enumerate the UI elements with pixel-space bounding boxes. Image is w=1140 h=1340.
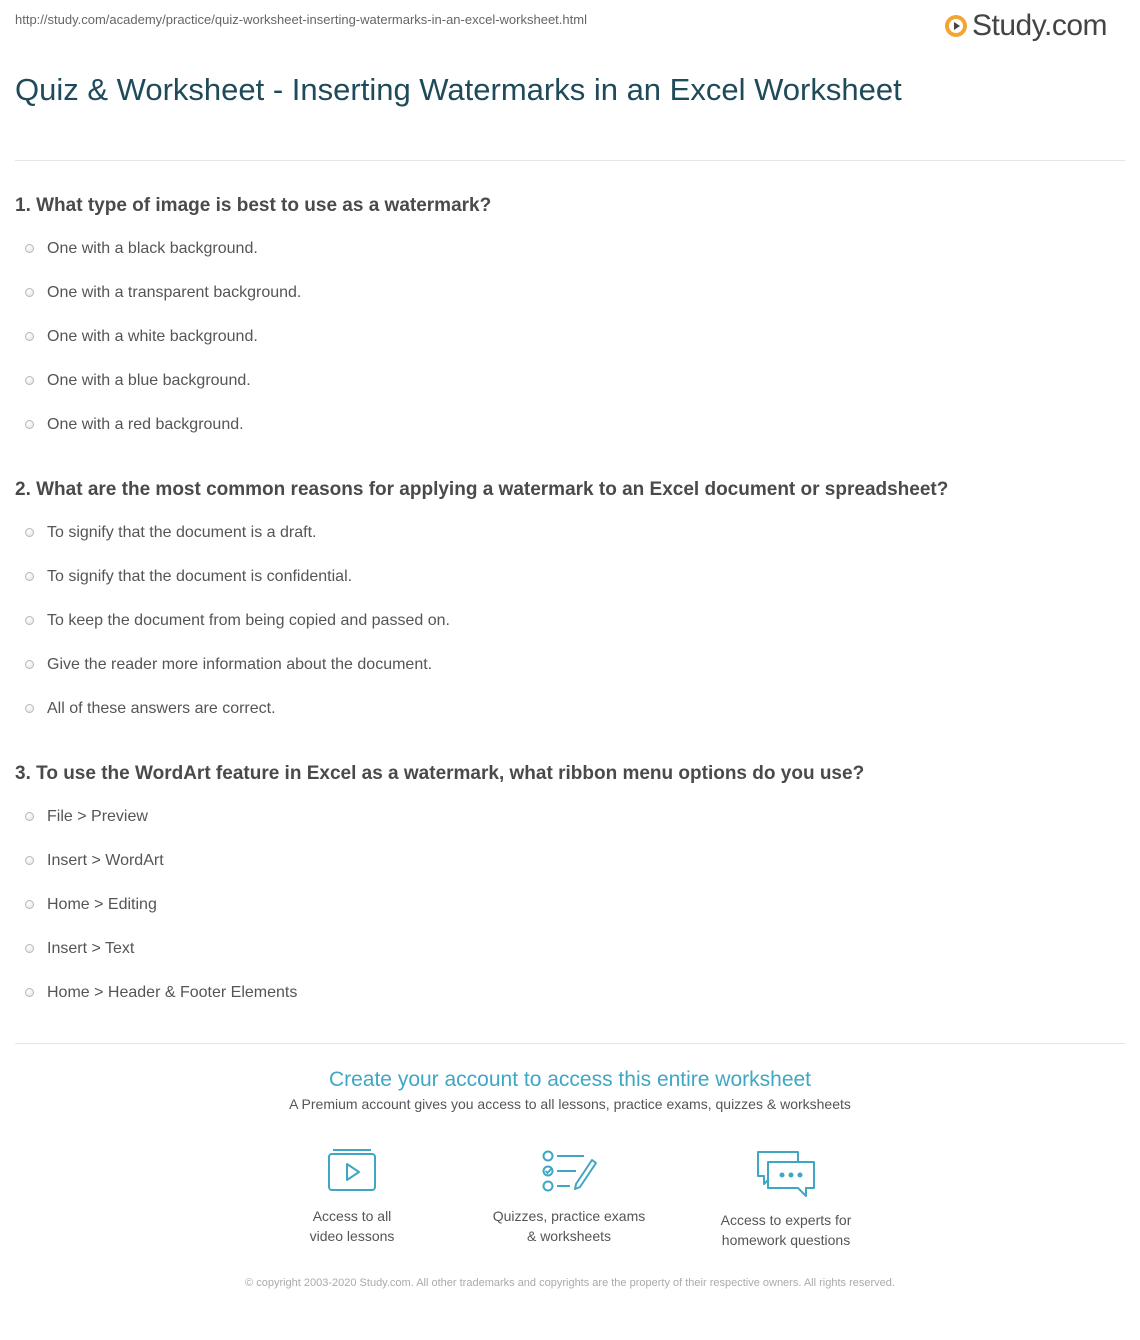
answer-option[interactable] bbox=[15, 271, 1125, 315]
answer-options bbox=[15, 795, 1125, 1015]
radio-button-icon[interactable] bbox=[25, 244, 34, 253]
question-3 bbox=[15, 761, 1125, 1015]
answer-label: Home > Header & Footer Elements bbox=[47, 984, 298, 1001]
answer-label: To signify that the document is a draft. bbox=[47, 524, 317, 541]
title-divider bbox=[15, 160, 1125, 161]
play-circle-icon bbox=[944, 14, 968, 38]
answer-option[interactable] bbox=[15, 599, 1125, 643]
question-title: 3. To use the WordArt feature in Excel as a watermark, what ribbon menu options do you use? bbox=[15, 763, 865, 784]
feature-label-line2: & worksheets bbox=[526, 1228, 612, 1244]
feature-label-line1: Access to experts for bbox=[720, 1212, 852, 1228]
radio-button-icon[interactable] bbox=[25, 420, 34, 429]
logo-text: Study.com bbox=[972, 9, 1107, 42]
question-title: 1. What type of image is best to use as a watermark? bbox=[15, 195, 492, 216]
answer-options bbox=[15, 227, 1125, 447]
radio-button-icon[interactable] bbox=[25, 616, 34, 625]
answer-option[interactable] bbox=[15, 927, 1125, 971]
answer-label: To signify that the document is confidential. bbox=[47, 568, 353, 585]
answer-label: All of these answers are correct. bbox=[47, 700, 276, 717]
radio-button-icon[interactable] bbox=[25, 988, 34, 997]
page-title: Quiz & Worksheet - Inserting Watermarks in an Excel Worksheet bbox=[15, 72, 902, 107]
page-url[interactable]: http://study.com/academy/practice/quiz-worksheet-inserting-watermarks-in-an-excel-worksheet.html bbox=[15, 12, 587, 27]
answer-option[interactable] bbox=[15, 315, 1125, 359]
answer-option[interactable] bbox=[15, 795, 1125, 839]
feature-label-line2: video lessons bbox=[309, 1228, 395, 1244]
copyright-footer: © copyright 2003-2020 Study.com. All other trademarks and copyrights are the property of their respective owners. All rights reserved. bbox=[245, 1277, 895, 1289]
answer-label: To keep the document from being copied and passed on. bbox=[47, 612, 450, 629]
radio-button-icon[interactable] bbox=[25, 660, 34, 669]
answer-option[interactable] bbox=[15, 511, 1125, 555]
feature-label-line2: homework questions bbox=[721, 1232, 851, 1248]
answer-option[interactable] bbox=[15, 687, 1125, 731]
question-1 bbox=[15, 193, 1125, 447]
answer-label: One with a blue background. bbox=[47, 372, 251, 389]
signup-cta bbox=[0, 1066, 1140, 1114]
study-logo[interactable] bbox=[944, 6, 1107, 46]
quiz-checklist-icon bbox=[540, 1148, 598, 1196]
radio-button-icon[interactable] bbox=[25, 528, 34, 537]
create-account-link[interactable]: Create your account to access this entire worksheet bbox=[328, 1068, 812, 1091]
radio-button-icon[interactable] bbox=[25, 332, 34, 341]
radio-button-icon[interactable] bbox=[25, 376, 34, 385]
answer-option[interactable] bbox=[15, 555, 1125, 599]
radio-button-icon[interactable] bbox=[25, 288, 34, 297]
radio-button-icon[interactable] bbox=[25, 900, 34, 909]
answer-option[interactable] bbox=[15, 643, 1125, 687]
video-lesson-icon bbox=[325, 1148, 379, 1196]
feature-label-line1: Quizzes, practice exams bbox=[492, 1208, 646, 1224]
answer-label: File > Preview bbox=[47, 808, 148, 825]
feature-label-line1: Access to all bbox=[312, 1208, 392, 1224]
radio-button-icon[interactable] bbox=[25, 944, 34, 953]
feature-quizzes bbox=[459, 1148, 679, 1246]
question-2 bbox=[15, 477, 1125, 731]
question-title: 2. What are the most common reasons for applying a watermark to an Excel document or spreadsheet? bbox=[15, 479, 949, 500]
answer-options bbox=[15, 511, 1125, 731]
top-bar bbox=[0, 0, 1140, 70]
answer-option[interactable] bbox=[15, 359, 1125, 403]
cta-subtitle: A Premium account gives you access to all lessons, practice exams, quizzes & worksheets bbox=[289, 1096, 851, 1112]
radio-button-icon[interactable] bbox=[25, 572, 34, 581]
answer-option[interactable] bbox=[15, 883, 1125, 927]
answer-option[interactable] bbox=[15, 971, 1125, 1015]
radio-button-icon[interactable] bbox=[25, 704, 34, 713]
answer-label: Give the reader more information about the document. bbox=[47, 656, 433, 673]
answer-label: Insert > Text bbox=[47, 940, 135, 957]
answer-label: One with a black background. bbox=[47, 240, 258, 257]
feature-video-lessons bbox=[242, 1148, 462, 1246]
chat-bubbles-icon bbox=[754, 1148, 818, 1200]
answer-label: Home > Editing bbox=[47, 896, 157, 913]
answer-option[interactable] bbox=[15, 839, 1125, 883]
radio-button-icon[interactable] bbox=[25, 856, 34, 865]
answer-option[interactable] bbox=[15, 227, 1125, 271]
answer-label: One with a transparent background. bbox=[47, 284, 302, 301]
answer-label: Insert > WordArt bbox=[47, 852, 164, 869]
answer-label: One with a red background. bbox=[47, 416, 244, 433]
answer-option[interactable] bbox=[15, 403, 1125, 447]
cta-divider bbox=[15, 1043, 1125, 1044]
feature-experts bbox=[676, 1148, 896, 1250]
answer-label: One with a white background. bbox=[47, 328, 258, 345]
radio-button-icon[interactable] bbox=[25, 812, 34, 821]
